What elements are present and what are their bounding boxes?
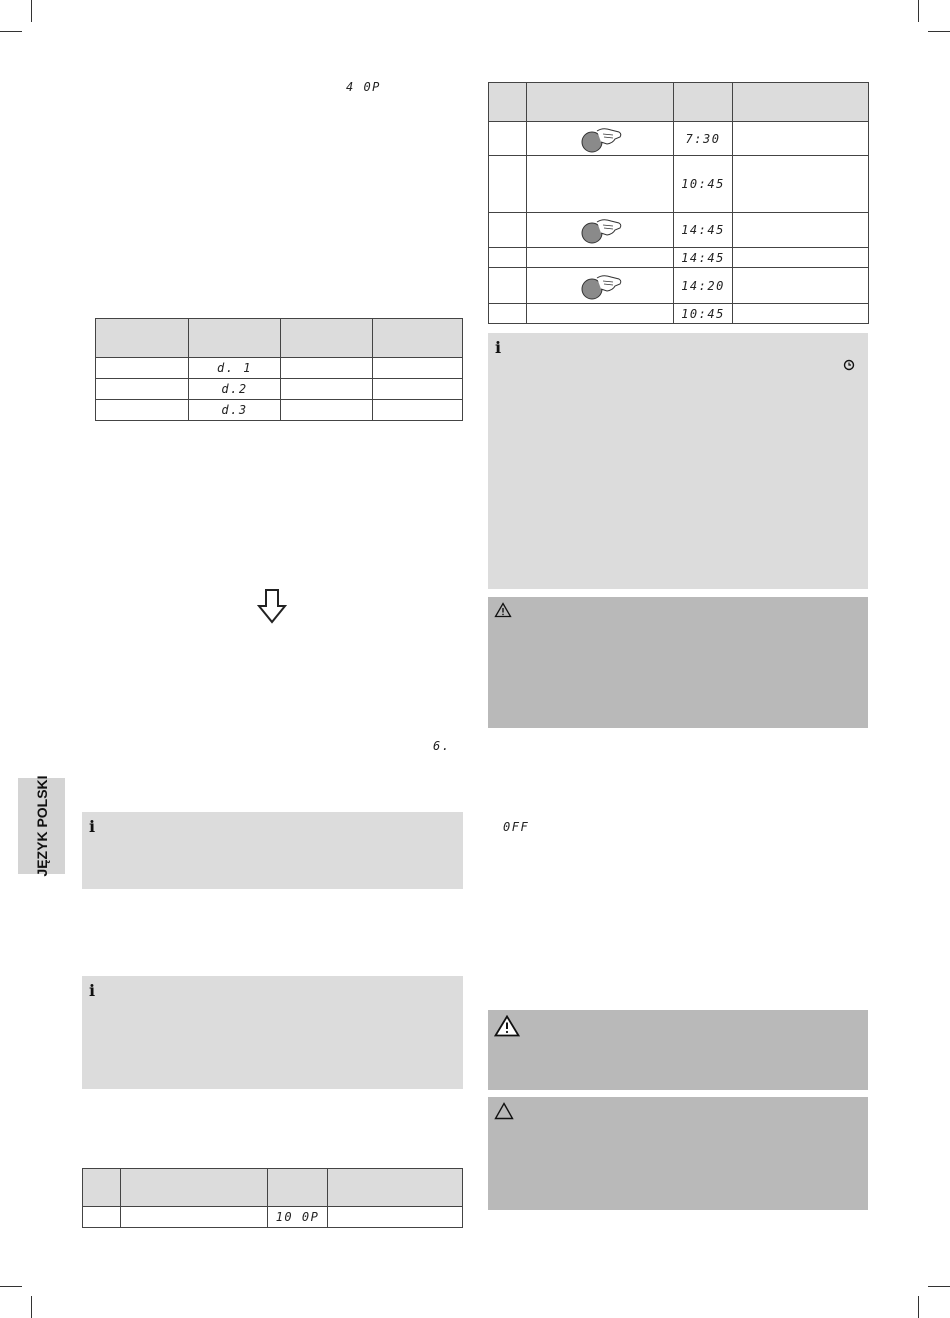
crop-mark bbox=[928, 31, 950, 32]
language-label: JĘZYK POLSKI bbox=[33, 775, 50, 877]
crop-mark bbox=[928, 1286, 950, 1287]
table-header bbox=[281, 319, 373, 358]
info-box bbox=[82, 812, 463, 889]
crop-mark bbox=[918, 1296, 919, 1318]
time-display: 7:30 bbox=[685, 131, 721, 146]
caution-triangle-icon bbox=[494, 1102, 514, 1120]
knob-hand-icon bbox=[577, 125, 623, 153]
down-arrow-icon bbox=[257, 588, 287, 624]
knob-hand-icon bbox=[577, 216, 623, 244]
caution-box bbox=[488, 1097, 868, 1210]
table-header bbox=[527, 83, 674, 122]
time-display: 10:45 bbox=[681, 306, 725, 321]
table-row bbox=[489, 268, 869, 304]
crop-mark bbox=[0, 1286, 22, 1287]
time-display: 10:45 bbox=[681, 177, 725, 191]
display-code: 10 0P bbox=[275, 1210, 320, 1224]
time-display: 14:45 bbox=[681, 250, 725, 265]
info-icon: i bbox=[89, 817, 96, 836]
table-header bbox=[96, 319, 189, 358]
table-header bbox=[328, 1169, 463, 1207]
table-header bbox=[189, 319, 281, 358]
display-code: 4 0P bbox=[346, 80, 381, 94]
table-row bbox=[96, 358, 463, 379]
clock-icon bbox=[843, 359, 855, 371]
knob-hand-icon bbox=[577, 272, 623, 300]
time-display: 14:45 bbox=[681, 223, 725, 237]
time-display: 14:20 bbox=[681, 278, 725, 293]
table-row bbox=[489, 248, 869, 268]
info-icon: i bbox=[89, 981, 96, 1000]
warning-box bbox=[488, 597, 868, 728]
table-row bbox=[83, 1207, 463, 1228]
table-header bbox=[674, 83, 733, 122]
table-row bbox=[96, 400, 463, 421]
table-row bbox=[489, 304, 869, 324]
degree-table bbox=[95, 318, 463, 421]
info-box bbox=[82, 976, 463, 1089]
caution-triangle-icon bbox=[494, 602, 512, 618]
display-code: d.3 bbox=[221, 403, 248, 417]
program-table bbox=[82, 1168, 463, 1228]
off-display: 0FF bbox=[503, 820, 530, 834]
display-code: 6. bbox=[433, 739, 451, 753]
crop-mark bbox=[918, 0, 919, 22]
table-row bbox=[96, 379, 463, 400]
table-header bbox=[268, 1169, 328, 1207]
info-icon: i bbox=[495, 338, 502, 357]
crop-mark bbox=[31, 1296, 32, 1318]
table-header bbox=[373, 319, 463, 358]
table-header bbox=[121, 1169, 268, 1207]
warning-box bbox=[488, 1010, 868, 1090]
display-code: d.2 bbox=[221, 382, 248, 396]
warning-triangle-icon bbox=[494, 1015, 520, 1037]
display-code: d. 1 bbox=[217, 361, 252, 375]
table-header bbox=[489, 83, 527, 122]
table-header bbox=[83, 1169, 121, 1207]
table-row bbox=[489, 156, 869, 213]
crop-mark bbox=[31, 0, 32, 22]
table-row bbox=[489, 122, 869, 156]
language-side-tab bbox=[18, 775, 65, 877]
timer-table bbox=[488, 82, 869, 324]
crop-mark bbox=[0, 31, 22, 32]
table-row bbox=[489, 213, 869, 248]
info-box bbox=[488, 333, 868, 589]
table-header bbox=[733, 83, 869, 122]
